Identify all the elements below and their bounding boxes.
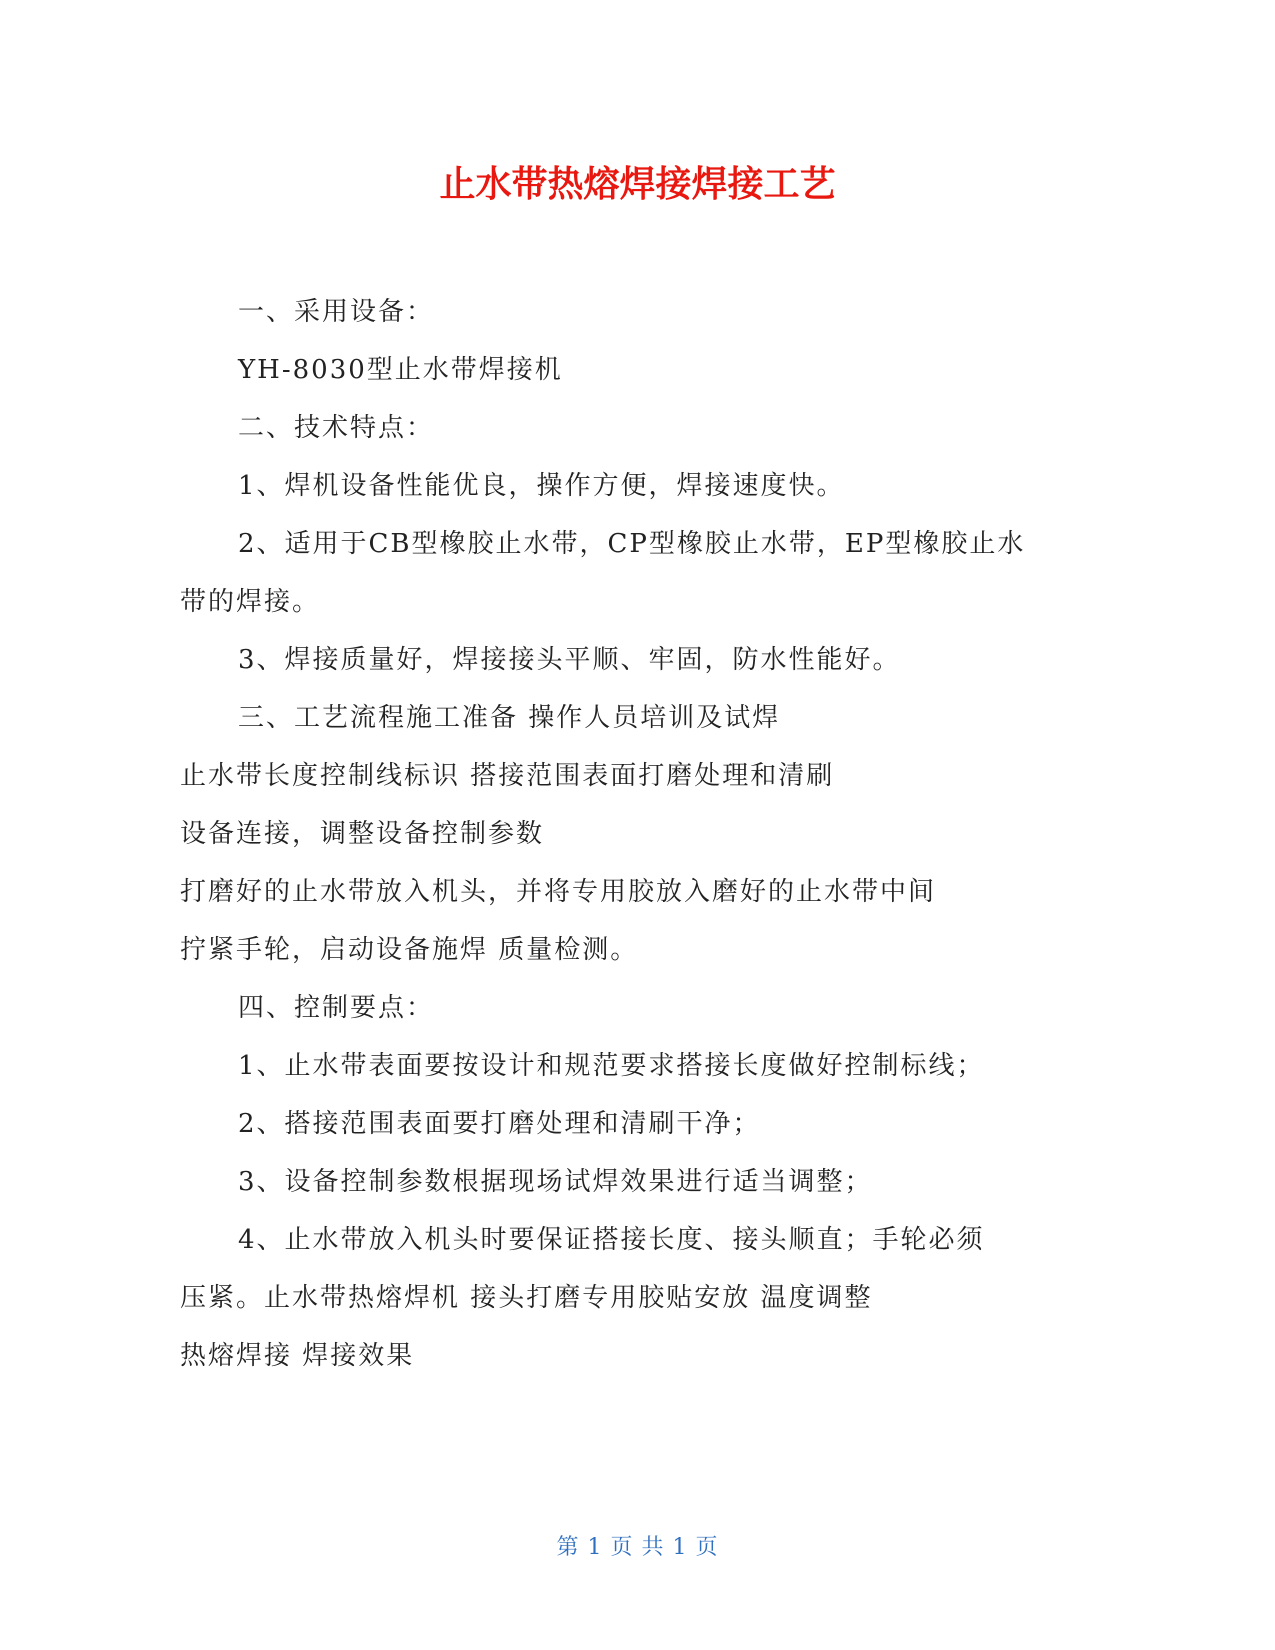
paragraph-line: 2、搭接范围表面要打磨处理和清刷干净； xyxy=(238,1109,761,1139)
paragraph-line: 拧紧手轮，启动设备施焊 质量检测。 xyxy=(180,935,639,965)
paragraph-line: 止水带长度控制线标识 搭接范围表面打磨处理和清刷 xyxy=(180,761,835,791)
document-body xyxy=(180,283,1030,1385)
section-heading-equipment: 一、采用设备： xyxy=(238,297,435,327)
paragraph-line: 压紧。止水带热熔焊机 接头打磨专用胶贴安放 温度调整 xyxy=(180,1283,873,1313)
paragraph-line: 4、止水带放入机头时要保证搭接长度、接头顺直；手轮必须 xyxy=(238,1225,985,1255)
paragraph-line: 3、焊接质量好，焊接接头平顺、牢固，防水性能好。 xyxy=(238,645,901,675)
footer-page-number: 1 xyxy=(587,1535,603,1560)
paragraph-line: 2、适用于CB型橡胶止水带，CP型橡胶止水带，EP型橡胶止水 xyxy=(238,529,1026,559)
paragraph-line: 1、焊机设备性能优良，操作方便，焊接速度快。 xyxy=(238,471,845,501)
section-heading-control: 四、控制要点： xyxy=(238,993,435,1023)
paragraph-line: 1、止水带表面要按设计和规范要求搭接长度做好控制标线； xyxy=(238,1051,985,1081)
paragraph-line: 3、设备控制参数根据现场试焊效果进行适当调整； xyxy=(238,1167,873,1197)
paragraph-line: 热熔焊接 焊接效果 xyxy=(180,1341,415,1371)
paragraph-line: 带的焊接。 xyxy=(180,587,321,617)
footer-total-pages: 1 xyxy=(672,1535,688,1560)
page-footer xyxy=(0,1530,1275,1561)
paragraph-line: 设备连接，调整设备控制参数 xyxy=(180,819,545,849)
paragraph-line: YH-8030型止水带焊接机 xyxy=(238,355,563,385)
footer-suffix: 页 xyxy=(695,1535,719,1560)
section-heading-process: 三、工艺流程施工准备 操作人员培训及试焊 xyxy=(238,703,781,733)
footer-middle: 页 共 xyxy=(610,1535,665,1560)
footer-prefix: 第 xyxy=(556,1535,580,1560)
document-title: 止水带热熔焊接焊接工艺 xyxy=(439,164,836,205)
section-heading-features: 二、技术特点： xyxy=(238,413,435,443)
paragraph-line: 打磨好的止水带放入机头，并将专用胶放入磨好的止水带中间 xyxy=(180,877,937,907)
